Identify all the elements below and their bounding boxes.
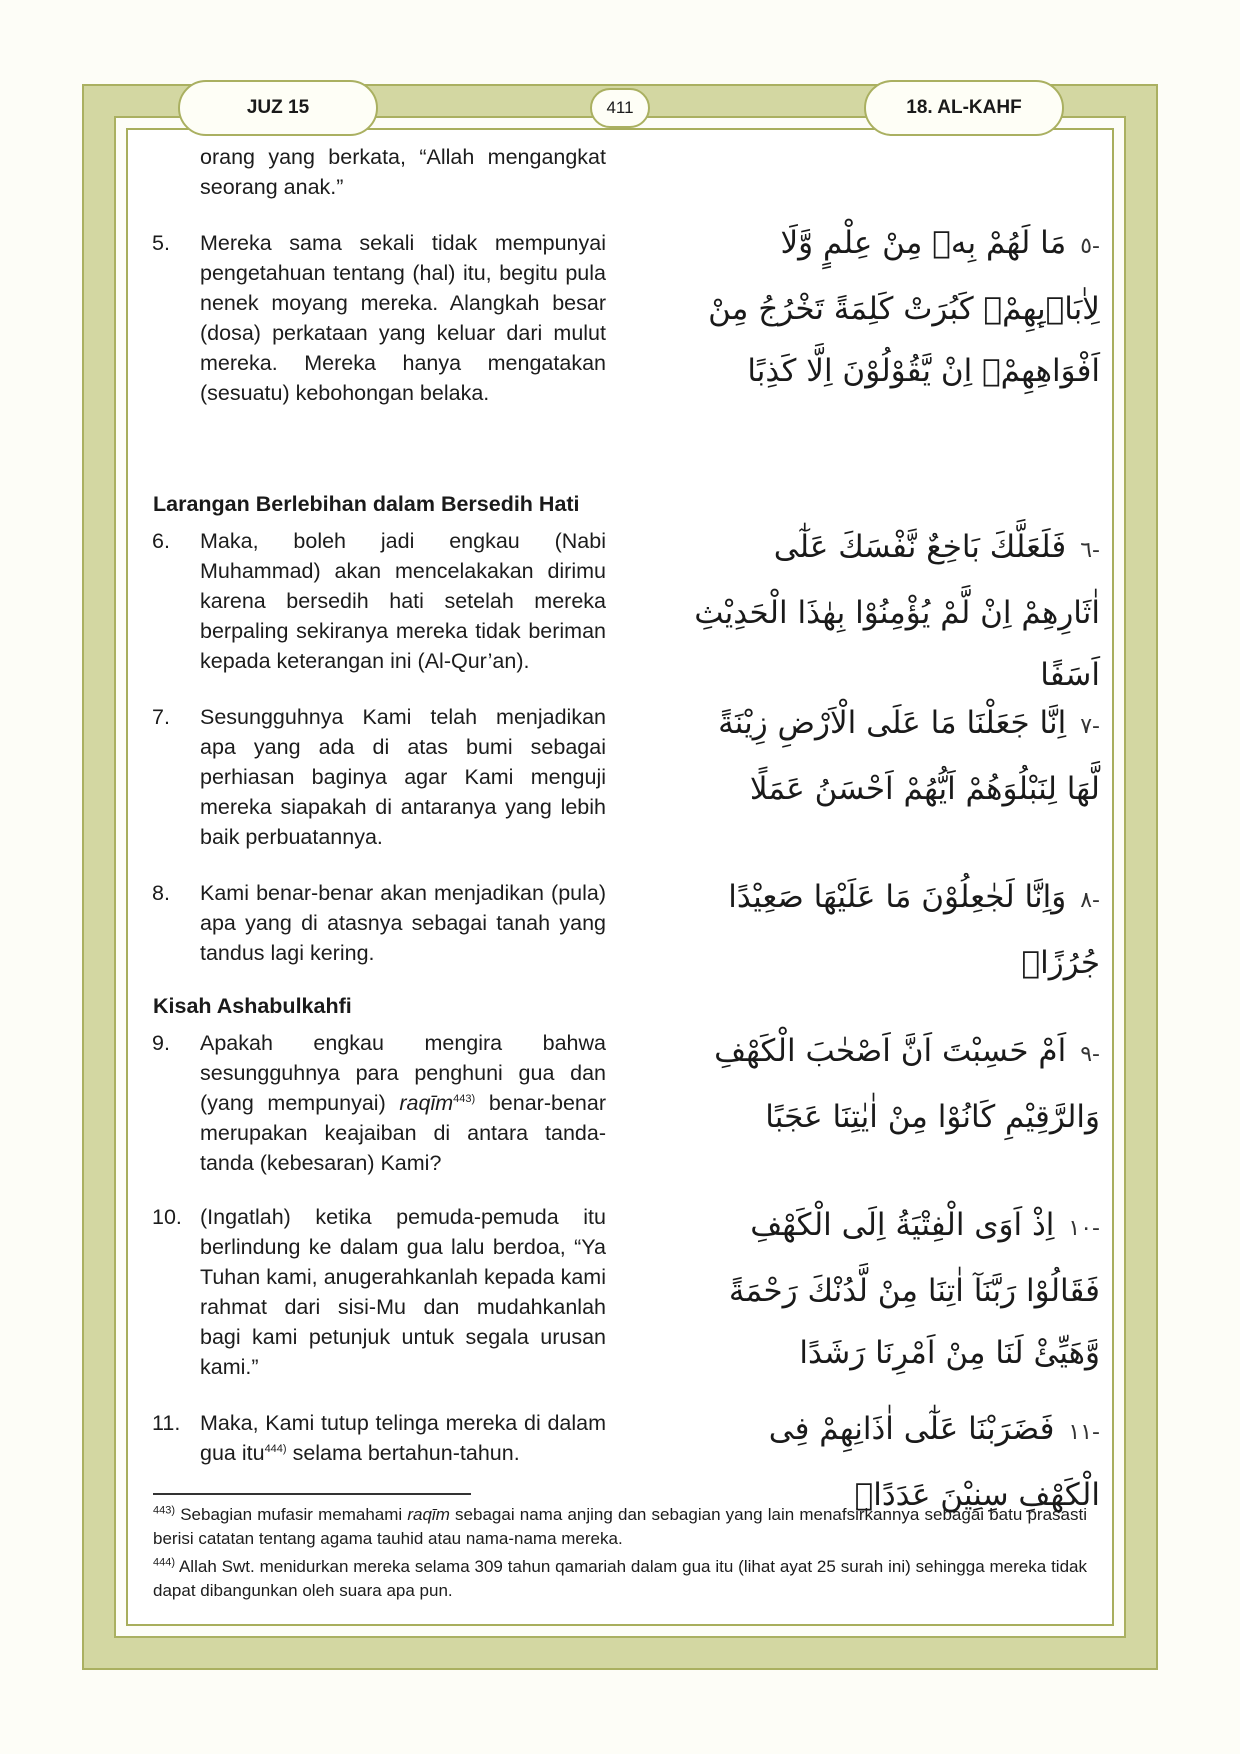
- footnotes: [153, 1503, 1087, 1607]
- continuation-text: orang yang berkata, “Allah mengangkat seorang anak.”: [200, 145, 606, 199]
- juz-label: JUZ 15: [178, 80, 378, 136]
- verse-arabic: -١١فَضَرَبْنَا عَلٰٓى اٰذَانِهِمْ فِى الْكَهْفِ سِنِيْنَ عَدَدًاۙ: [768, 1411, 1100, 1513]
- page-number: 411: [590, 88, 650, 128]
- surah-label: 18. AL-KAHF: [864, 80, 1064, 136]
- verse-translation: 5. Mereka sama sekali tidak mempunyai pengetahuan tentang (hal) itu, begitu pula nenek moyang mereka. Alangkah besar (dosa) perkataan yang keluar dari mulut mereka. Mereka hanya mengatakan (sesuatu) kebohongan belaka.: [152, 231, 606, 405]
- verse-arabic: -٨وَاِنَّا لَجٰعِلُوْنَ مَا عَلَيْهَا صَعِيْدًا جُرُزًاۗ: [728, 879, 1100, 981]
- verse-arabic: -٥مَا لَهُمْ بِهٖ مِنْ عِلْمٍ وَّلَا لِاٰبَاۤىِٕهِمْۗ كَبُرَتْ كَلِمَةً تَخْرُجُ مِنْ اَفْوَاهِهِمْۗ اِنْ يَّقُوْلُوْنَ اِلَّا كَذِبًا: [708, 225, 1100, 389]
- verse-arabic: -٩اَمْ حَسِبْتَ اَنَّ اَصْحٰبَ الْكَهْفِ وَالرَّقِيْمِ كَانُوْا مِنْ اٰيٰتِنَا عَجَبًا: [714, 1033, 1100, 1135]
- verse-translation: 11. Maka, Kami tutup telinga mereka di dalam gua itu$^{444)}$ selama bertahun-tahun.: [152, 1411, 606, 1465]
- verse-arabic: -٧اِنَّا جَعَلْنَا مَا عَلَى الْاَرْضِ زِيْنَةً لَّهَا لِنَبْلُوَهُمْ اَيُّهُمْ اَحْسَنُ عَمَلًا: [718, 705, 1100, 807]
- verse-translation: 7. Sesungguhnya Kami telah menjadikan apa yang ada di atas bumi sebagai perhiasan baginya agar Kami menguji mereka siapakah di antaranya yang lebih baik perbuatannya.: [152, 705, 606, 849]
- section-heading: Kisah Ashabulkahfi: [153, 994, 352, 1018]
- verse-translation: 8. Kami benar-benar akan menjadikan (pula) apa yang di atasnya sebagai tanah yang tandus lagi kering.: [152, 881, 606, 965]
- verse-translation: 9. Apakah engkau mengira bahwa sesungguhnya para penghuni gua dan (yang mempunyai) raqīm$^{443)}$ benar-benar merupakan keajaiban di antara tanda-tanda (kebesaran) Kami?: [152, 1031, 606, 1175]
- footnote: $^{443)}$ Sebagian mufasir memahami raqīm sebagai nama anjing dan sebagian yang lain menafsirkannya sebagai batu prasasti berisi catatan tentang agama tauhid atau nama-nama mereka.: [153, 1504, 1088, 1548]
- footnote-divider: [153, 1493, 471, 1495]
- verse-translation: 6. Maka, boleh jadi engkau (Nabi Muhammad) akan mencelakakan dirimu karena bersedih hati setelah mereka berpaling sekiranya mereka tidak beriman kepada keterangan ini (Al-Qur’an).: [152, 529, 606, 673]
- verse-arabic: -١٠اِذْ اَوَى الْفِتْيَةُ اِلَى الْكَهْفِ فَقَالُوْا رَبَّنَآ اٰتِنَا مِنْ لَّدُنْكَ رَحْمَةً وَّهَيِّئْ لَنَا مِنْ اَمْرِنَا رَشَدًا: [728, 1207, 1100, 1371]
- footnote: $^{444)}$ Allah Swt. menidurkan mereka selama 309 tahun qamariah dalam gua itu (lihat ayat 25 surah ini) sehingga mereka tidak dapat dibangunkan oleh suara apa pun.: [153, 1556, 1087, 1600]
- verse-arabic: -٦فَلَعَلَّكَ بَاخِعٌ نَّفْسَكَ عَلٰٓى اٰثَارِهِمْ اِنْ لَّمْ يُؤْمِنُوْا بِهٰذَا الْحَدِيْثِ اَسَفًا: [694, 529, 1100, 693]
- verse-translation: 10. (Ingatlah) ketika pemuda-pemuda itu berlindung ke dalam gua lalu berdoa, “Ya Tuhan kami, anugerahkanlah kepada kami rahmat dari sisi-Mu dan mudahkanlah bagi kami petunjuk untuk segala urusan kami.”: [152, 1205, 606, 1379]
- section-heading: Larangan Berlebihan dalam Bersedih Hati: [153, 492, 580, 516]
